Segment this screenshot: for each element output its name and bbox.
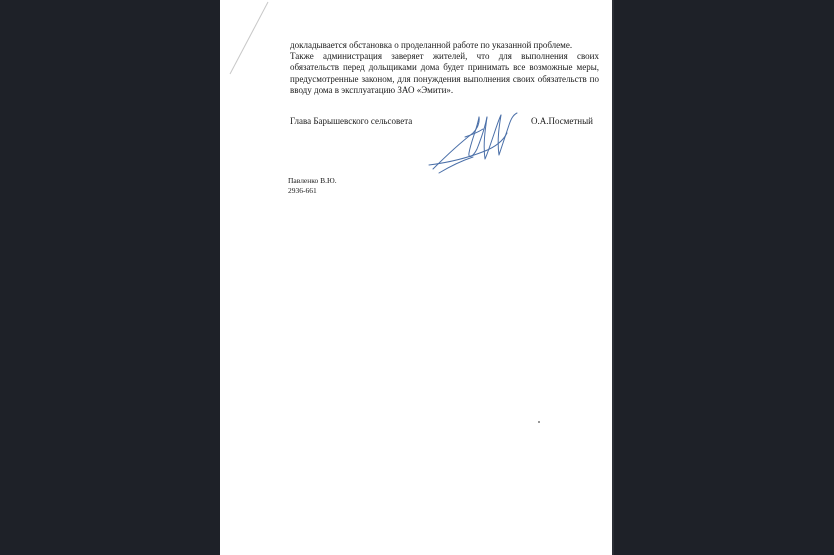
letter-body (290, 40, 599, 96)
signatory-name: О.А.Посметный (530, 116, 593, 126)
executor-name: Павленко В.Ю. (288, 176, 337, 185)
scan-speck (538, 421, 540, 423)
scan-fold-mark (220, 0, 270, 80)
executor-phone: 2936-661 (288, 186, 317, 195)
letter-paragraph-continuation: докладывается обстановка о проделанной работе по указанной проблеме. (290, 40, 573, 50)
document-page (220, 0, 613, 555)
signatory-position: Глава Барышевского сельсовета (290, 116, 413, 126)
handwritten-signature (425, 107, 525, 177)
letter-paragraph-main: Также администрация заверяет жителей, что для выполнения своих обязательств перед дольщиками дома будет принимать все возможные меры, предусмотренные законом, для понуждения выполнения своих обязательств по вводу дома в эксплуатацию ЗАО «Эмити». (290, 51, 599, 95)
page-edge (612, 0, 614, 555)
executor-info (288, 176, 337, 196)
